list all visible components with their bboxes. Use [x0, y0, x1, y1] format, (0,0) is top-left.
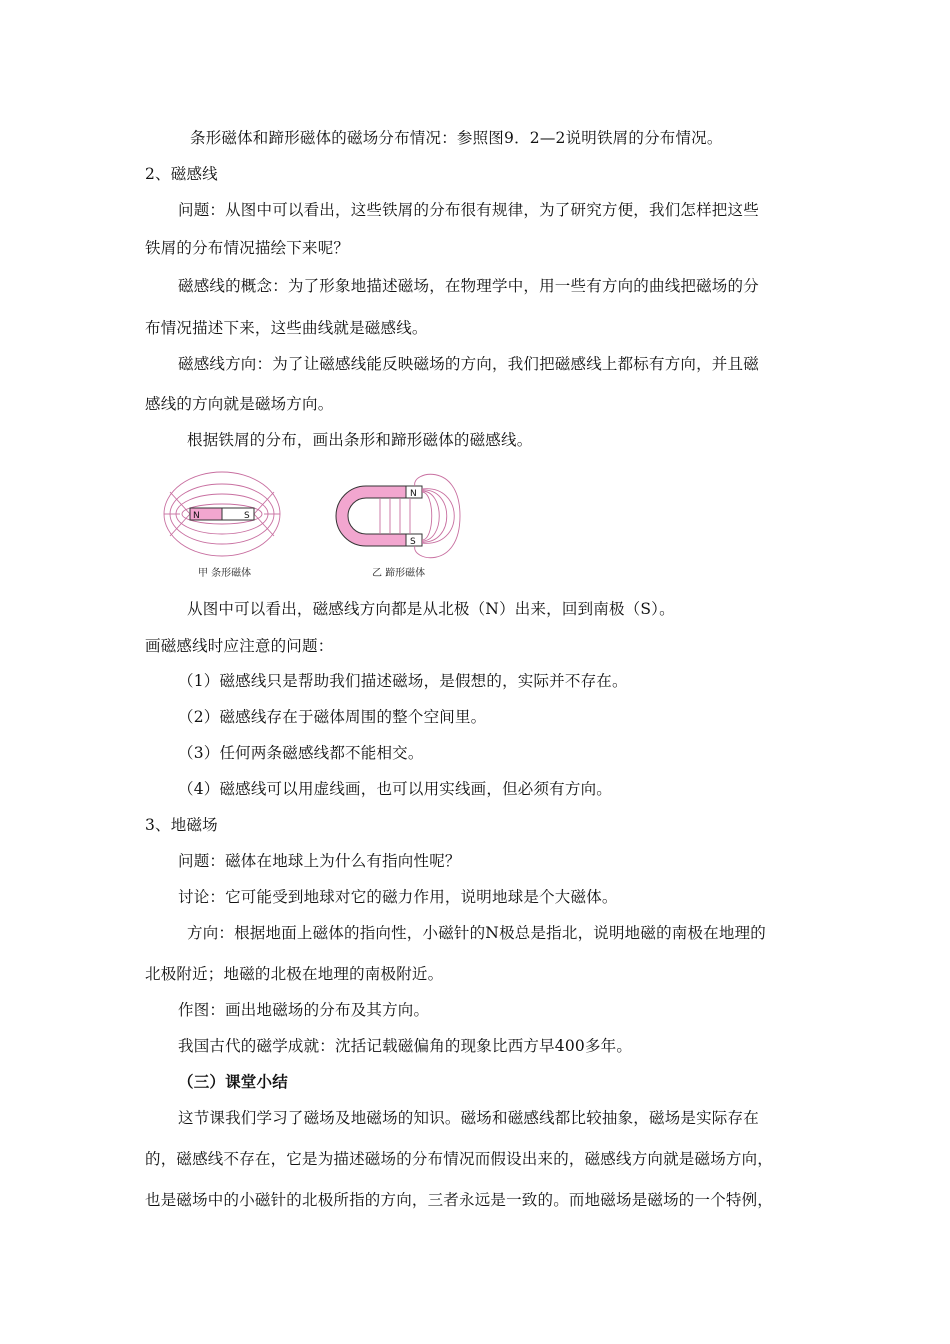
horseshoe-magnet-caption: 乙 蹄形磁体: [372, 568, 426, 579]
list-item: （1）磁感线只是帮助我们描述磁场，是假想的，实际并不存在。: [178, 672, 628, 690]
paragraph-line: 根据铁屑的分布，画出条形和蹄形磁体的磁感线。: [187, 431, 533, 449]
bar-magnet-diagram: [164, 472, 280, 579]
paragraph-line: 作图：画出地磁场的分布及其方向。: [178, 1001, 430, 1019]
paragraph-line: 感线的方向就是磁场方向。: [145, 395, 334, 413]
section-heading: （三）课堂小结: [178, 1072, 288, 1091]
paragraph-line: 布情况描述下来，这些曲线就是磁感线。: [145, 319, 428, 337]
paragraph-line: 问题：从图中可以看出，这些铁屑的分布很有规律，为了研究方便，我们怎样把这些: [178, 201, 759, 219]
paragraph-line: 北极附近；地磁的北极在地理的南极附近。: [145, 965, 444, 983]
paragraph-line: 条形磁体和蹄形磁体的磁场分布情况：参照图9．2—2说明铁屑的分布情况。: [190, 129, 723, 147]
section-heading: 3、地磁场: [145, 816, 218, 834]
list-item: （4）磁感线可以用虚线画，也可以用实线画，但必须有方向。: [178, 780, 612, 798]
section-heading: 2、磁感线: [145, 165, 218, 183]
list-item: （2）磁感线存在于磁体周围的整个空间里。: [178, 708, 487, 726]
bar-n-label: N: [193, 511, 200, 521]
paragraph-line: 我国古代的磁学成就：沈括记载磁偏角的现象比西方早400多年。: [178, 1037, 633, 1055]
magnetic-field-figure: [160, 462, 470, 584]
bar-s-label: S: [244, 511, 250, 521]
horseshoe-n-label: N: [410, 489, 417, 499]
paragraph-line: 问题：磁体在地球上为什么有指向性呢？: [178, 852, 461, 870]
paragraph-line: 方向：根据地面上磁体的指向性，小磁针的N极总是指北，说明地磁的南极在地理的: [187, 924, 766, 942]
horseshoe-magnet-diagram: [336, 474, 460, 579]
paragraph-line: 磁感线的概念：为了形象地描述磁场，在物理学中，用一些有方向的曲线把磁场的分: [178, 277, 759, 295]
paragraph-line: 这节课我们学习了磁场及地磁场的知识。磁场和磁感线都比较抽象，磁场是实际存在: [178, 1109, 759, 1127]
paragraph-line: 从图中可以看出，磁感线方向都是从北极（N）出来，回到南极（S）。: [187, 600, 675, 618]
paragraph-line: 画磁感线时应注意的问题：: [145, 637, 334, 655]
paragraph-line: 磁感线方向：为了让磁感线能反映磁场的方向，我们把磁感线上都标有方向，并且磁: [178, 355, 759, 373]
paragraph-line: 讨论：它可能受到地球对它的磁力作用，说明地球是个大磁体。: [178, 888, 618, 906]
list-item: （3）任何两条磁感线都不能相交。: [178, 744, 424, 762]
bar-magnet-caption: 甲 条形磁体: [198, 568, 252, 579]
horseshoe-s-label: S: [410, 537, 416, 547]
paragraph-line: 也是磁场中的小磁针的北极所指的方向，三者永远是一致的。而地磁场是磁场的一个特例，: [145, 1191, 774, 1209]
paragraph-line: 的，磁感线不存在，它是为描述磁场的分布情况而假设出来的，磁感线方向就是磁场方向，: [145, 1150, 774, 1168]
paragraph-line: 铁屑的分布情况描绘下来呢？: [145, 239, 350, 257]
